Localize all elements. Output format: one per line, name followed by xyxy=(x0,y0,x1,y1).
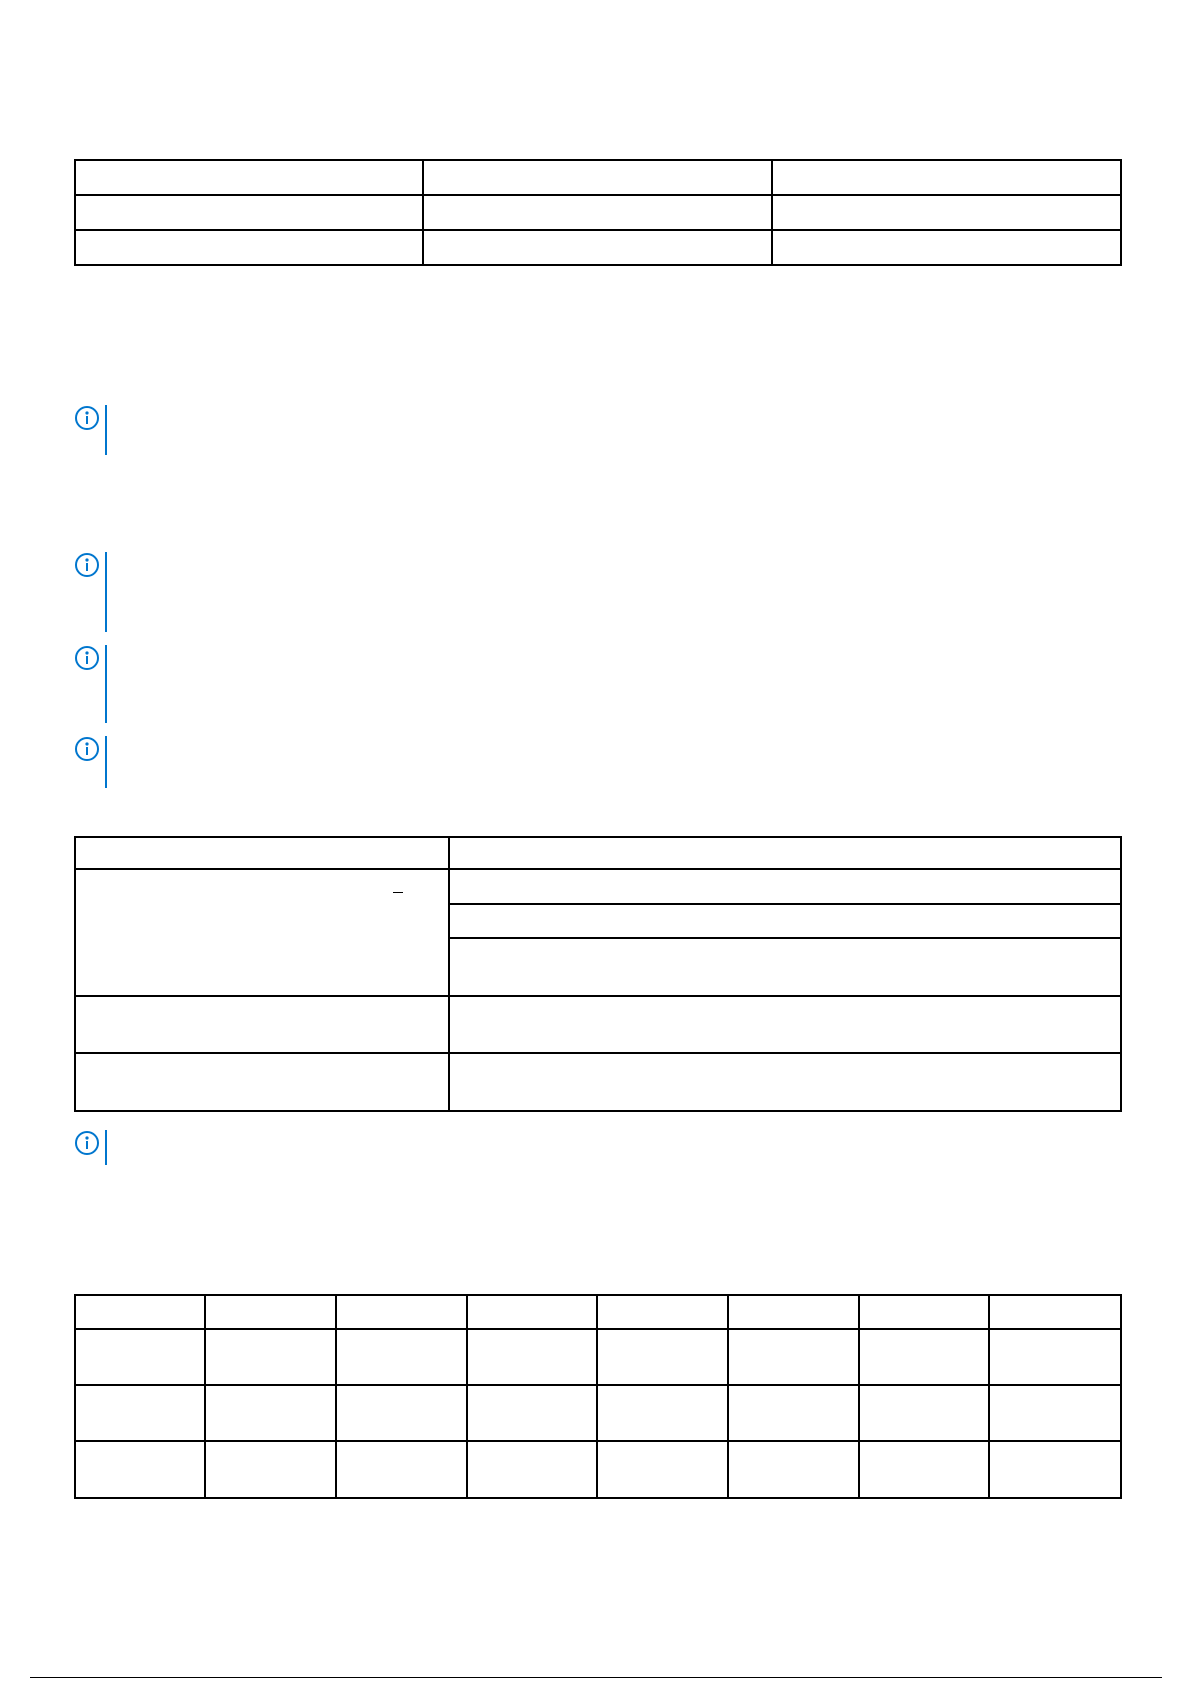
table-cell xyxy=(75,1385,205,1441)
table-cell xyxy=(336,1295,467,1329)
table-row xyxy=(75,160,1121,195)
table-cell xyxy=(772,230,1121,265)
info-icon xyxy=(74,645,100,671)
table-cell xyxy=(205,1385,336,1441)
table-row xyxy=(75,996,1121,1053)
table-cell xyxy=(859,1329,989,1385)
table-cell xyxy=(597,1441,728,1498)
table-row xyxy=(75,1295,1121,1329)
table-row xyxy=(75,1385,1121,1441)
table-cell xyxy=(467,1329,597,1385)
table-cell xyxy=(75,1441,205,1498)
table-cell xyxy=(989,1295,1121,1329)
table-row xyxy=(75,869,1121,904)
table-cell xyxy=(205,1329,336,1385)
info-icon xyxy=(74,736,100,762)
table-cell xyxy=(728,1385,859,1441)
footer-rule xyxy=(30,1677,1162,1678)
table-cell xyxy=(205,1441,336,1498)
table-cell xyxy=(423,195,772,230)
table-cell xyxy=(597,1329,728,1385)
underscore-mark xyxy=(393,892,403,893)
note-bar xyxy=(105,1130,107,1165)
info-icon xyxy=(74,552,100,578)
table-cell xyxy=(859,1441,989,1498)
note-callout xyxy=(74,645,114,723)
table-cell xyxy=(772,195,1121,230)
table-cell xyxy=(336,1329,467,1385)
table-cell xyxy=(336,1441,467,1498)
table-cell xyxy=(989,1329,1121,1385)
table-cell xyxy=(423,160,772,195)
table-cell xyxy=(75,160,423,195)
table-cell xyxy=(597,1295,728,1329)
table-cell xyxy=(989,1385,1121,1441)
table-cell xyxy=(75,230,423,265)
table-cell xyxy=(467,1295,597,1329)
table-cell xyxy=(449,938,1121,996)
table-cell xyxy=(449,1053,1121,1111)
table-cell xyxy=(728,1295,859,1329)
note-bar xyxy=(105,552,107,632)
table-cell xyxy=(772,160,1121,195)
table-row xyxy=(75,230,1121,265)
table-cell xyxy=(75,1053,449,1111)
table-1 xyxy=(74,159,1122,266)
table-cell xyxy=(859,1295,989,1329)
table-cell xyxy=(728,1329,859,1385)
table-cell xyxy=(423,230,772,265)
table-row xyxy=(75,1053,1121,1111)
table-row xyxy=(75,1329,1121,1385)
table-cell xyxy=(467,1385,597,1441)
table-2 xyxy=(74,836,1122,1112)
table-cell xyxy=(467,1441,597,1498)
table-cell xyxy=(859,1385,989,1441)
table-cell xyxy=(75,195,423,230)
note-callout xyxy=(74,552,114,632)
table-cell xyxy=(75,996,449,1053)
info-icon xyxy=(74,405,100,431)
note-callout xyxy=(74,736,114,788)
table-cell xyxy=(449,904,1121,938)
table-cell xyxy=(205,1295,336,1329)
table-row xyxy=(75,837,1121,869)
table-cell xyxy=(597,1385,728,1441)
info-icon xyxy=(74,1130,100,1156)
note-bar xyxy=(105,736,107,788)
table-cell xyxy=(728,1441,859,1498)
table-cell xyxy=(336,1385,467,1441)
table-cell xyxy=(75,1295,205,1329)
note-callout xyxy=(74,1130,114,1165)
note-bar xyxy=(105,645,107,723)
table-cell xyxy=(449,996,1121,1053)
table-row xyxy=(75,1441,1121,1498)
table-cell xyxy=(989,1441,1121,1498)
table-3 xyxy=(74,1294,1122,1499)
note-callout xyxy=(74,405,114,455)
note-bar xyxy=(105,405,107,455)
table-cell xyxy=(75,837,449,869)
table-cell xyxy=(75,869,449,996)
table-cell xyxy=(449,869,1121,904)
table-row xyxy=(75,195,1121,230)
table-cell xyxy=(75,1329,205,1385)
table-cell xyxy=(449,837,1121,869)
